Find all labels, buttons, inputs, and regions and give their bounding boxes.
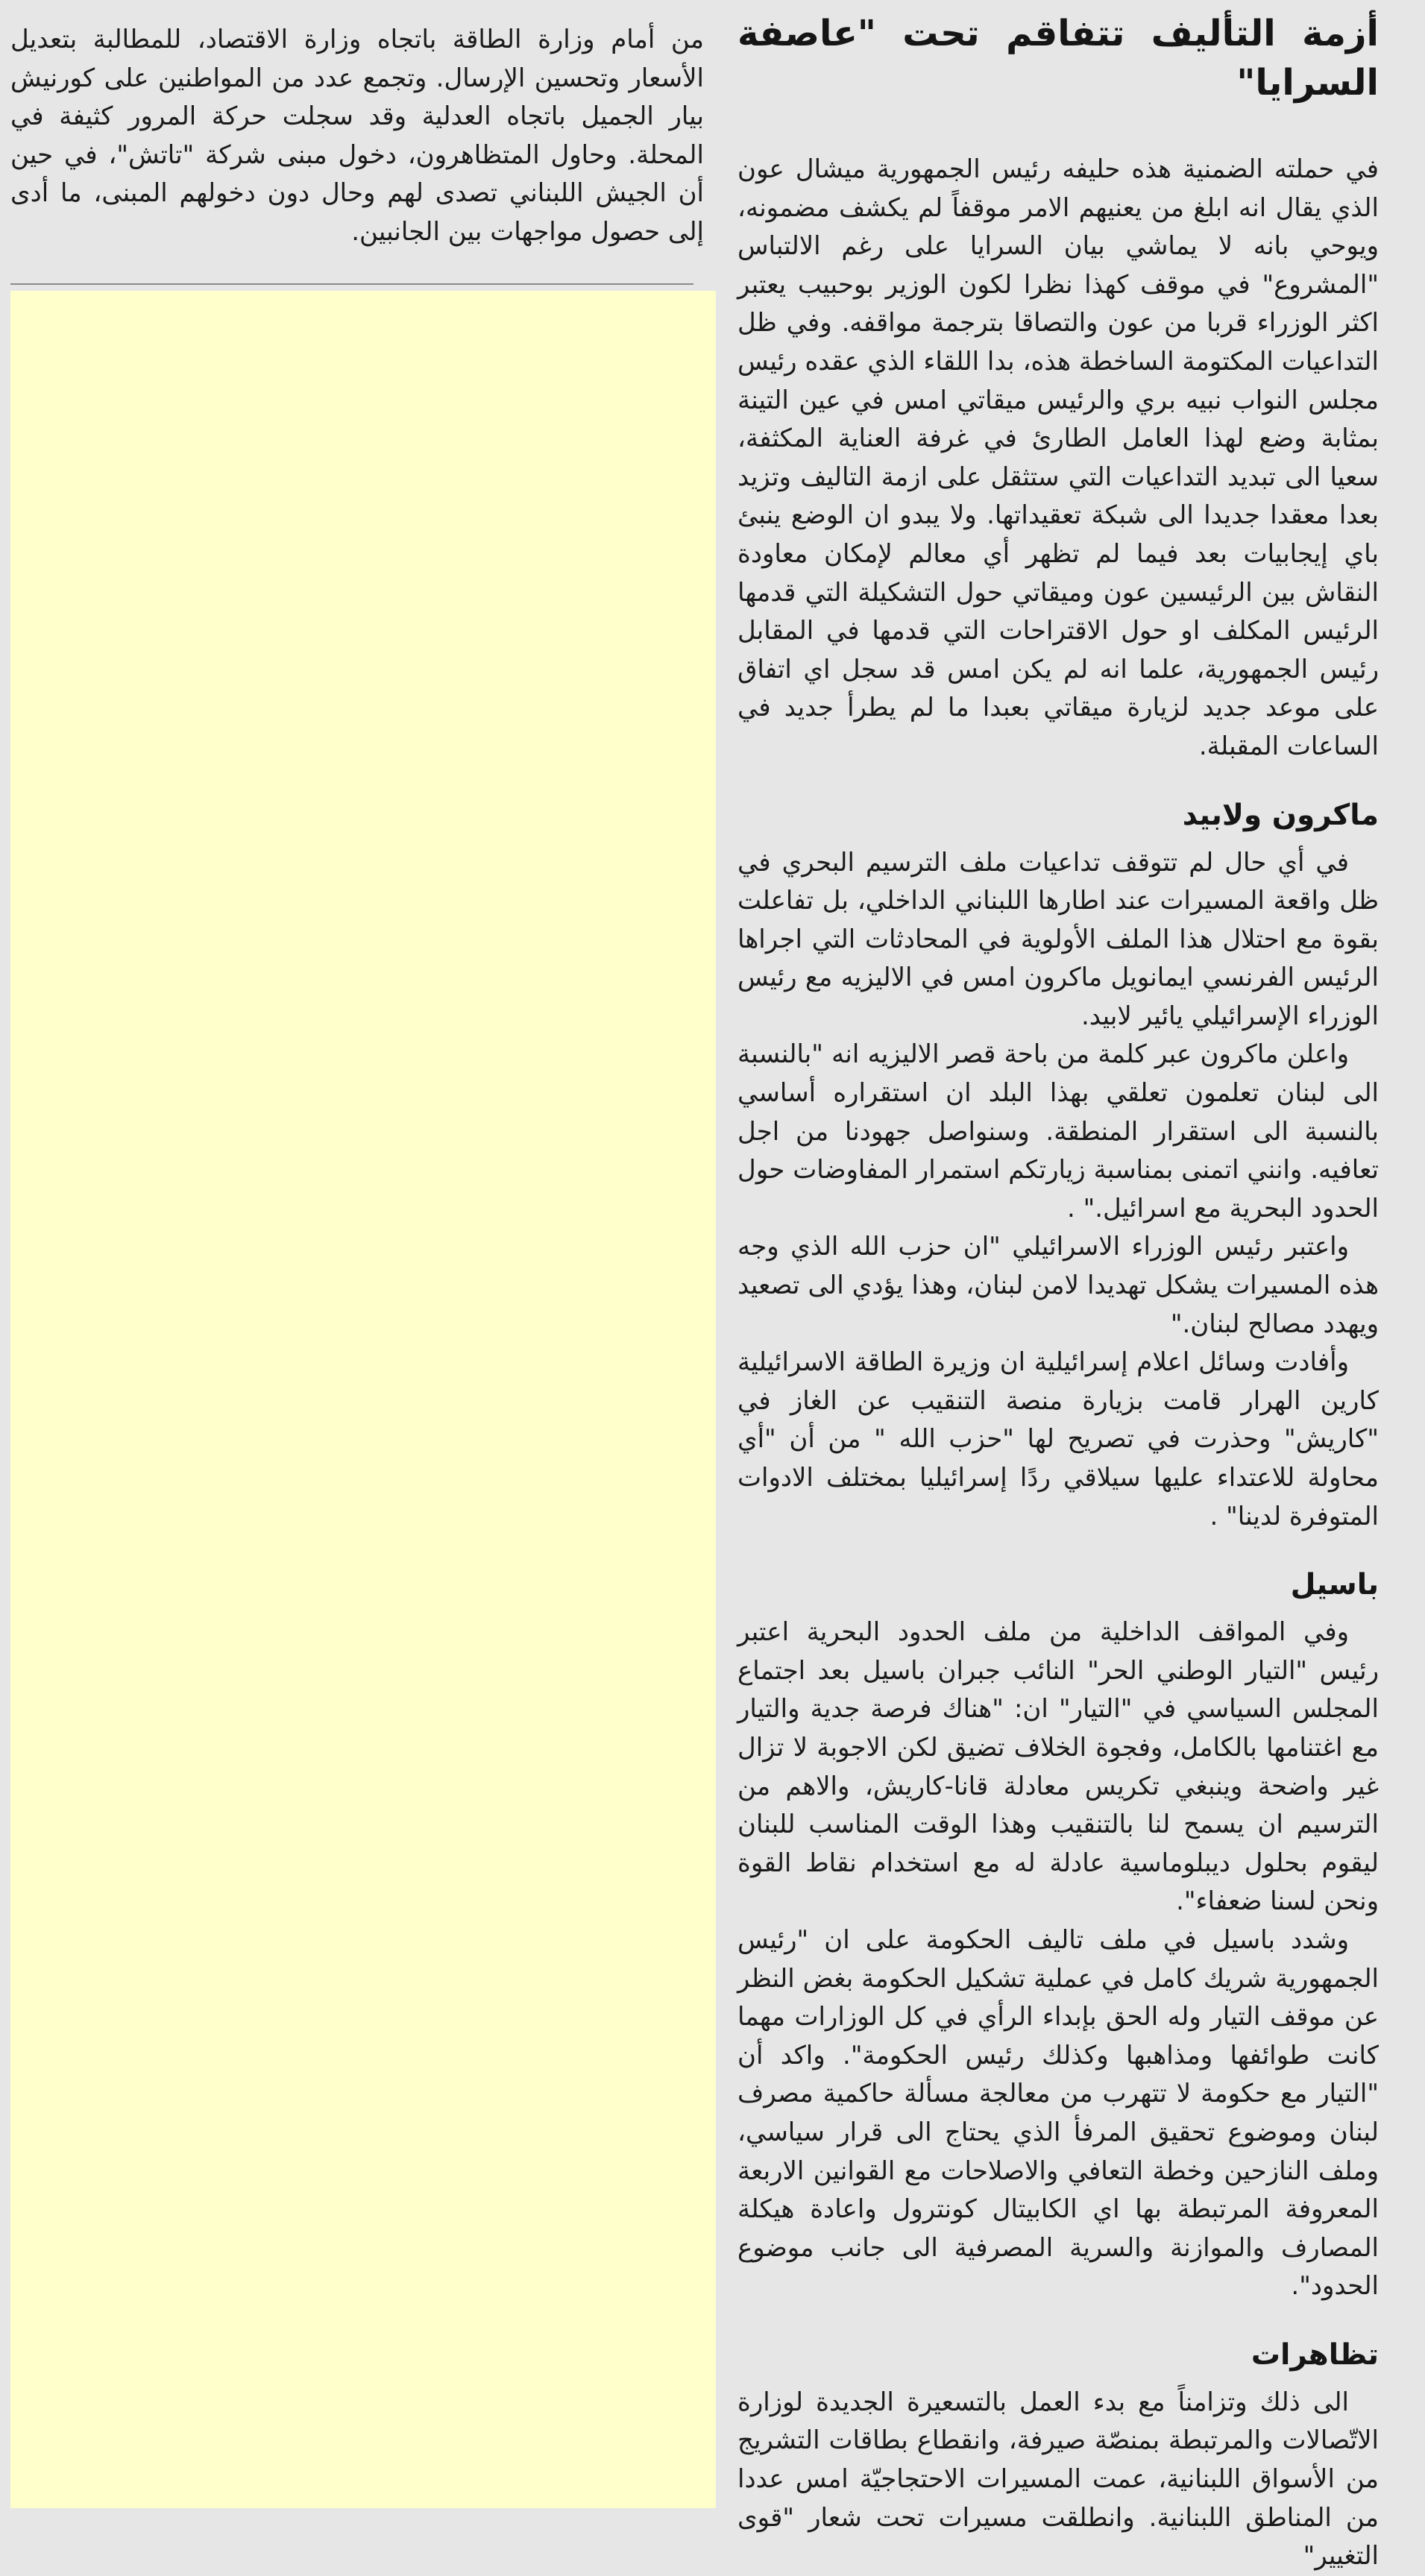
continued-paragraph: من أمام وزارة الطاقة باتجاه وزارة الاقتصاد، للمطالبة بتعديل الأسعار وتحسين الإرسال. وتجمع عدد من المواطنين على كورنيش بيار الجميل باتجاه العدلية وقد سجلت حركة المرور كثيفة في المحلة. وحاول المتظاهرون، دخول مبنى شركة "تاتش"، في حين أن الجيش اللبناني تصدى لهم وحال دون دخولهم المبنى، ما أدى إلى حصول مواجهات بين الجانبين. xyxy=(10,25,704,247)
bassil-paragraph-2: وشدد باسيل في ملف تاليف الحكومة على ان "رئيس الجمهورية شريك كامل في عملية تشكيل الحكومة بغض النظر عن موقف التيار وله الحق بإبداء الرأي في كل الوزارات مهما كانت طوائفها ومذاهبها وكذلك رئيس الحكومة". واكد أن "التيار مع حكومة لا تتهرب من معالجة مسألة حاكمية مصرف لبنان وموضوع تحقيق المرفأ الذي يحتاج الى قرار سياسي، وملف النازحين وخطة التعافي والاصلاحات مع القوانين الاربعة المعروفة المرتبطة بها اي الكابيتال كونترول واعادة هيكلة المصارف والموازنة والسرية المصرفية الى جانب موضوع الحدود". xyxy=(737,1924,1379,2302)
column-divider xyxy=(10,283,693,285)
macron-paragraph-2: واعلن ماكرون عبر كلمة من باحة قصر الاليزيه انه "بالنسبة الى لبنان تعلمون تعلقي بهذا البلد ان استقراره أساسي بالنسبة الى استقرار المنطقة. وسنواصل جهودنا من اجل تعافيه. وانني اتمنى بمناسبة زيارتكم استمرار المفاوضات حول الحدود البحرية مع اسرائيل." . xyxy=(737,1039,1379,1224)
article-headline: أزمة التأليف تتفاقم تحت "عاصفة السرايا" xyxy=(737,13,1379,104)
section-heading-protests: تظاهرات xyxy=(1251,2337,1379,2372)
bassil-paragraph-1: وفي المواقف الداخلية من ملف الحدود البحرية اعتبر رئيس "التيار الوطني الحر" النائب جبران باسيل بعد اجتماع المجلس السياسي في "التيار" ان: "هناك فرصة جدية والتيار مع اغتنامها بالكامل، وفجوة الخلاف تضيق لكن الاجوبة لا تزال غير واضحة وينبغي تكريس معادلة قانا-كاريش، والاهم من الترسيم ان يسمح لنا بالتنقيب وهذا الوقت المناسب للبنان ليقوم بحلول ديبلوماسية عادلة له مع استخدام نقاط القوة ونحن لسنا ضعفاء". xyxy=(737,1617,1379,1917)
continuation-column xyxy=(10,0,704,252)
macron-paragraph-4: وأفادت وسائل اعلام إسرائيلية ان وزيرة الطاقة الاسرائيلية كارين الهرار قامت بزيارة منصة التنقيب عن الغاز في "كاريش" وحذرت في تصريح لها "حزب الله " من أن "أي محاولة للاعتداء عليها سيلاقي ردًا إسرائيليا بمختلف الادوات المتوفرة لدينا" . xyxy=(737,1347,1379,1531)
main-article-column xyxy=(737,0,1379,2572)
article-lead-paragraph: في حملته الضمنية هذه حليفه رئيس الجمهورية ميشال عون الذي يقال انه ابلغ من يعنيهم الامر موقفاً لم يكشف مضمونه، ويوحي بانه لا يماشي بيان السرايا على رغم الالتباس "المشروع" في موقف كهذا نظرا لكون الوزير بوحبيب يعتبر اكثر الوزراء قربا من عون والتصاقا بترجمة مواقفه. وفي ظل التداعيات المكتومة الساخطة هذه، بدا اللقاء الذي عقده رئيس مجلس النواب نبيه بري والرئيس ميقاتي امس في عين التينة بمثابة وضع لهذا العامل الطارئ في غرفة العناية المكثفة، سعيا الى تبديد التداعيات التي ستثقل على ازمة التاليف وتزيد بعدا معقدا جديدا الى شبكة تعقيداتها. ولا يبدو ان الوضع ينبئ باي إيجابيات بعد فيما لم تظهر أي معالم لإمكان معاودة النقاش بين الرئيسين عون وميقاتي حول التشكيلة التي قدمها الرئيس المكلف او حول الاقتراحات التي قدمها في المقابل رئيس الجمهورية، علما انه لم يكن امس قد سجل اي اتفاق على موعد جديد لزيارة ميقاتي بعبدا ما لم يطرأ جديد في الساعات المقبلة. xyxy=(737,154,1379,761)
blank-highlight-block xyxy=(10,291,716,2508)
section-heading-bassil: باسيل xyxy=(1290,1568,1379,1602)
macron-paragraph-3: واعتبر رئيس الوزراء الاسرائيلي "ان حزب الله الذي وجه هذه المسيرات يشكل تهديدا لامن لبنان، وهذا يؤدي الى تصعيد ويهدد مصالح لبنان." xyxy=(737,1232,1379,1339)
protests-paragraph-1: الى ذلك وتزامناً مع بدء العمل بالتسعيرة الجديدة لوزارة الاتّصالات والمرتبطة بمنصّة صيرفة، وانقطاع بطاقات التشريج من الأسواق اللبنانية، عمت المسيرات الاحتجاجيّة امس عددا من المناطق اللبنانية. وانطلقت مسيرات تحت شعار "قوى التغيير" xyxy=(737,2387,1379,2572)
macron-paragraph-1: في أي حال لم تتوقف تداعيات ملف الترسيم البحري في ظل واقعة المسيرات عند اطارها اللبناني الداخلي، بل تفاعلت بقوة مع احتلال هذا الملف الأولوية في المحادثات التي اجراها الرئيس الفرنسي ايمانويل ماكرون امس في الاليزيه مع رئيس الوزراء الإسرائيلي يائير لابيد. xyxy=(737,847,1379,1031)
section-heading-macron-lapid: ماكرون ولابيد xyxy=(1182,798,1379,832)
